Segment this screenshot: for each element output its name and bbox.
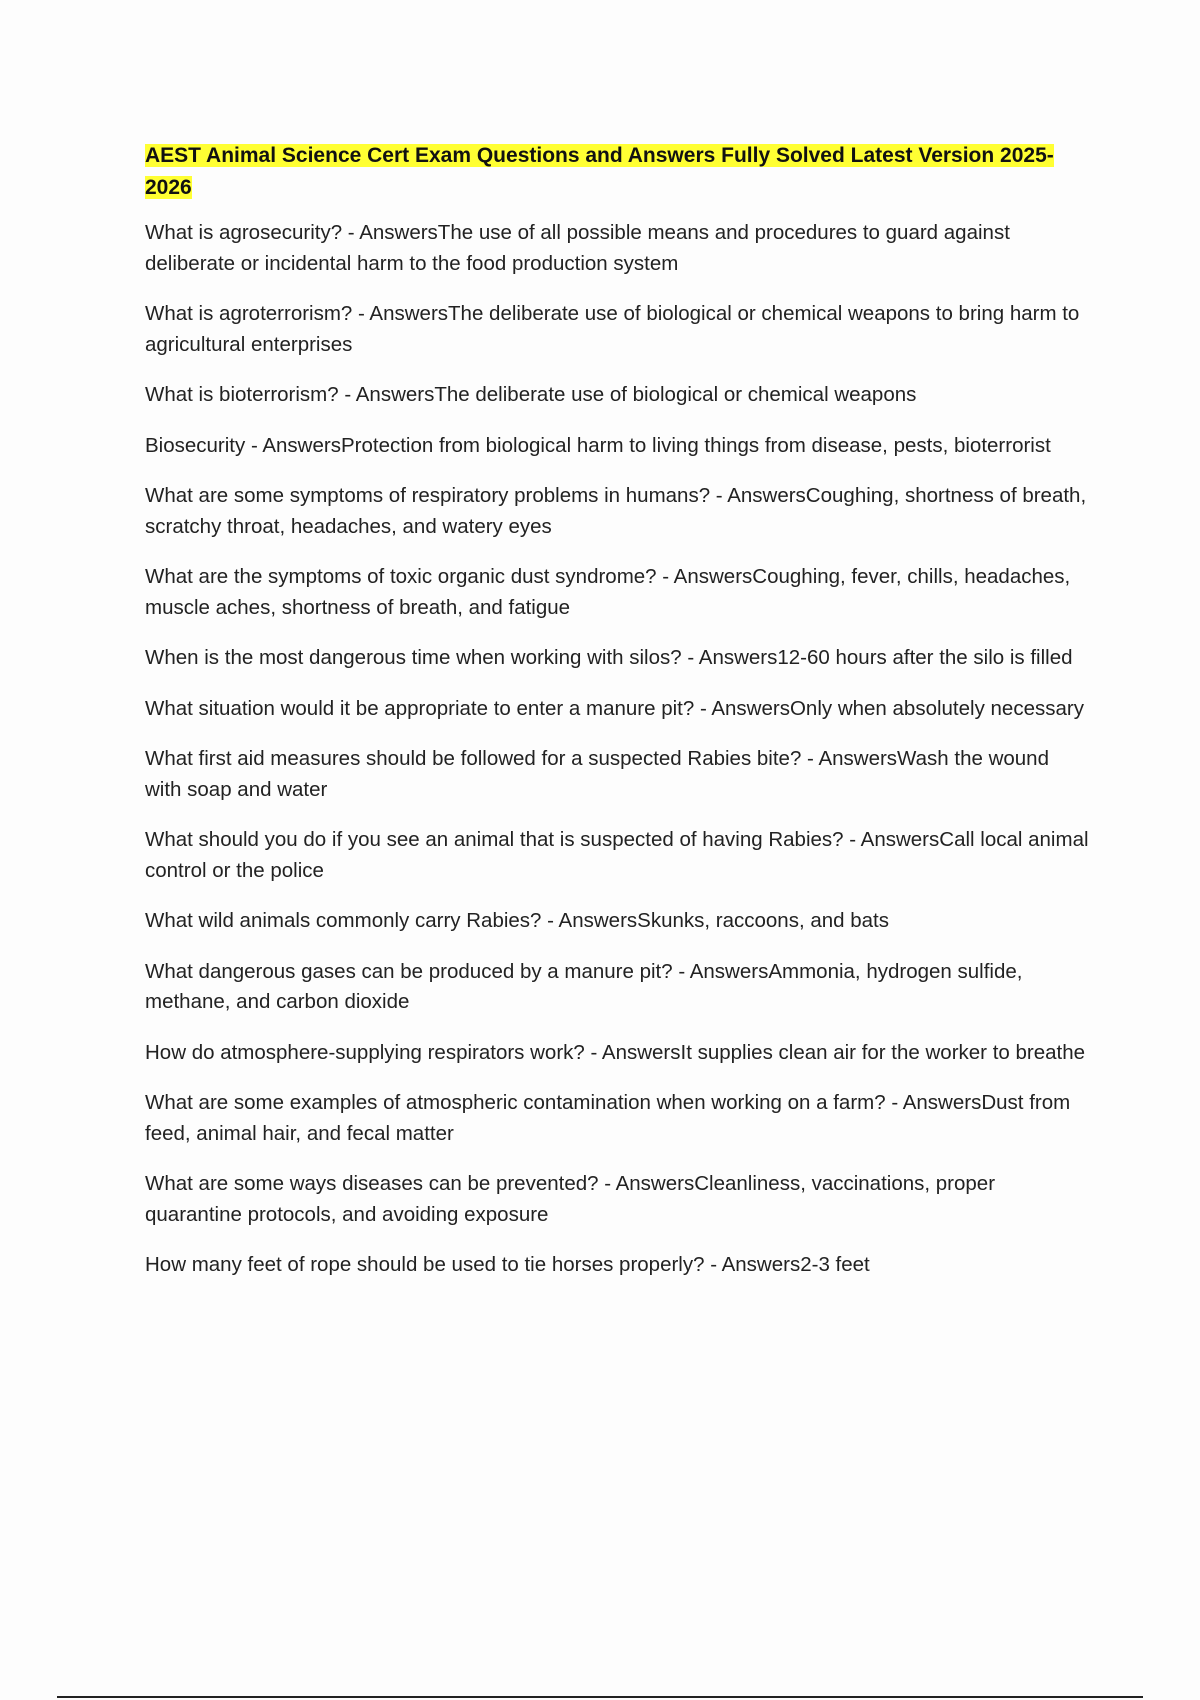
question-text: What dangerous gases can be produced by a manure pit? - [145,959,690,983]
qa-item [145,1038,1090,1069]
answer-text: AnswersCall local animal control or the police [145,828,1089,882]
qa-item [145,694,1090,725]
question-text: How do atmosphere-supplying respirators work? - [145,1040,602,1064]
question-text: What are some ways diseases can be prevented? - [145,1172,616,1195]
answer-text: AnswersSkunks, raccoons, and bats [558,909,889,932]
question-text: Biosecurity - [145,433,263,457]
answer-text: AnswersAmmonia, hydrogen sulfide, methane, and carbon dioxide [145,959,1023,1013]
qa-item [145,562,1090,623]
answer-text: AnswersCoughing, fever, chills, headaches, muscle aches, shortness of breath, and fatigue [145,565,1071,619]
answer-text: AnswersIt supplies clean air for the worker to breathe [601,1040,1086,1064]
qa-item [145,481,1090,542]
question-text: What wild animals commonly carry Rabies? - [145,909,559,932]
answer-text: AnswersProtection from biological harm to living things from disease, pests, bioterrorist [262,433,1051,457]
qa-item [145,1169,1090,1230]
qa-item [145,1088,1090,1149]
answer-text: Answers2-3 feet [721,1253,870,1276]
qa-item [145,299,1090,360]
question-text: How many feet of rope should be used to tie horses properly? - [145,1253,722,1276]
answer-text: Answers12-60 hours after the silo is filled [698,646,1073,669]
qa-item [145,1250,1090,1281]
footer-divider [57,1696,1143,1698]
answer-text: AnswersThe use of all possible means and procedures to guard against deliberate or incidental harm to the food production system [145,221,1010,275]
question-text: What is agroterrorism? - [145,302,370,325]
question-text: What are some examples of atmospheric contamination when working on a farm? - [145,1091,903,1114]
question-text: What is bioterrorism? - [145,383,356,406]
qa-item [145,431,1090,462]
qa-item [145,218,1090,279]
answer-text: AnswersThe deliberate use of biological or chemical weapons to bring harm to agricultural enterprises [145,302,1080,356]
document-content [145,140,1090,1301]
question-text: What are the symptoms of toxic organic dust syndrome? - [145,565,674,588]
qa-item [145,643,1090,674]
question-text: When is the most dangerous time when working with silos? - [145,646,699,669]
answer-text: AnswersWash the wound with soap and water [145,747,1049,801]
question-text: What situation would it be appropriate to enter a manure pit? - [145,696,712,720]
answer-text: AnswersDust from feed, animal hair, and fecal matter [145,1091,1071,1145]
question-text: What is agrosecurity? - [145,221,360,244]
qa-item [145,825,1090,886]
question-text: What should you do if you see an animal that is suspected of having Rabies? - [145,828,861,851]
question-text: What first aid measures should be followed for a suspected Rabies bite? - [145,747,819,770]
qa-item [145,906,1090,937]
document-title [145,140,1090,204]
document-title-text: AEST Animal Science Cert Exam Questions and Answers Fully Solved Latest Version 2025-2026 [145,144,1054,199]
qa-item [145,380,1090,411]
question-text: What are some symptoms of respiratory problems in humans? - [145,484,728,507]
qa-item [145,744,1090,805]
answer-text: AnswersCoughing, shortness of breath, scratchy throat, headaches, and watery eyes [145,484,1087,538]
answer-text: AnswersCleanliness, vaccinations, proper quarantine protocols, and avoiding exposure [145,1172,996,1226]
answer-text: AnswersOnly when absolutely necessary [711,696,1084,720]
qa-item [145,957,1090,1018]
answer-text: AnswersThe deliberate use of biological or chemical weapons [355,383,917,406]
